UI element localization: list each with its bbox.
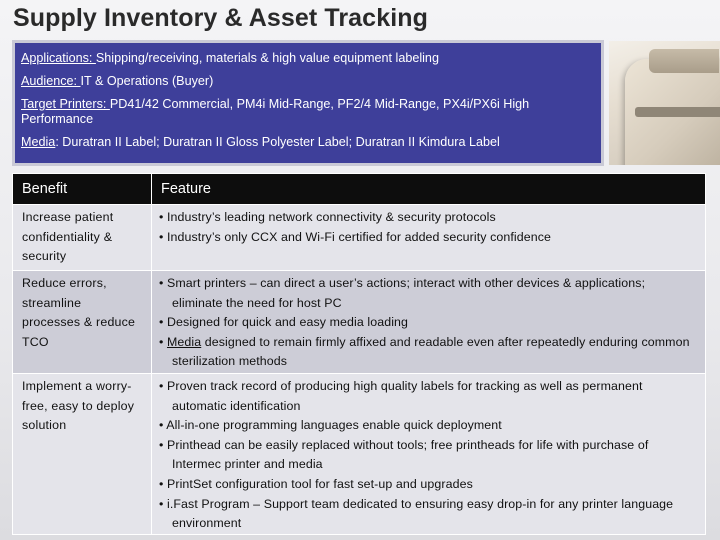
header-feature: Feature xyxy=(152,174,706,205)
feature-item xyxy=(159,333,699,372)
benefit-cell: Reduce errors, streamline processes & reduce TCO xyxy=(13,271,152,374)
header-benefit: Benefit xyxy=(13,174,152,205)
benefit-feature-table xyxy=(12,173,706,535)
feature-cell xyxy=(152,205,706,271)
media-line xyxy=(21,135,595,151)
applications-line xyxy=(21,51,595,67)
feature-item: • Industry’s only CCX and Wi-Fi certified for added security confidence xyxy=(159,229,552,244)
benefit-cell: Implement a worry-free, easy to deploy solution xyxy=(13,374,152,535)
audience-value: IT & Operations (Buyer) xyxy=(80,73,214,88)
feature-item: • All-in-one programming languages enable quick deployment xyxy=(159,418,502,433)
feature-item: • Proven track record of producing high quality labels for tracking as well as permanent automatic identification xyxy=(159,379,643,413)
printers-line xyxy=(21,97,595,129)
table-row xyxy=(13,271,706,374)
audience-line xyxy=(21,74,595,90)
printer-slot-shape xyxy=(635,107,720,117)
applications-key: Applications: xyxy=(21,51,96,65)
printers-key: Target Printers: xyxy=(21,96,110,111)
printer-photo xyxy=(609,41,720,165)
benefit-cell: Increase patient confidentiality & security xyxy=(13,205,152,271)
feature-underlined-word: Media xyxy=(166,334,202,349)
applications-value: Shipping/receiving, materials & high value equipment labeling xyxy=(95,51,439,65)
feature-item: • Printhead can be easily replaced without tools; free printheads for life with purchase of Intermec printer and media xyxy=(159,437,649,472)
feature-item: • Industry’s leading network connectivity & security protocols xyxy=(159,210,496,224)
feature-cell xyxy=(152,374,706,535)
media-key: Media xyxy=(21,135,56,150)
table-header-row xyxy=(13,174,706,205)
feature-item: • PrintSet configuration tool for fast set-up and upgrades xyxy=(159,476,473,491)
audience-key: Audience: xyxy=(21,73,81,88)
feature-bullet: • xyxy=(159,334,167,349)
page-title: Supply Inventory & Asset Tracking xyxy=(13,4,428,32)
feature-item: • Designed for quick and easy media loading xyxy=(159,315,409,330)
printer-panel-shape xyxy=(649,49,719,73)
info-box xyxy=(12,40,604,166)
printers-value: PD41/42 Commercial, PM4i Mid-Range, PF2/4 Mid-Range, PX4i/PX6i High Performance xyxy=(21,96,530,127)
feature-text: designed to remain firmly affixed and readable even after repeatedly enduring common sterilization methods xyxy=(172,334,690,369)
feature-cell xyxy=(152,271,706,374)
media-value: : Duratran II Label; Duratran II Gloss Polyester Label; Duratran II Kimdura Label xyxy=(55,135,500,150)
feature-item: • i.Fast Program – Support team dedicated to ensuring easy drop-in for any printer language environment xyxy=(159,496,674,531)
table-row xyxy=(13,374,706,535)
feature-item: • Smart printers – can direct a user’s actions; interact with other devices & applications; eliminate the need for host PC xyxy=(159,276,646,310)
table-row xyxy=(13,205,706,271)
